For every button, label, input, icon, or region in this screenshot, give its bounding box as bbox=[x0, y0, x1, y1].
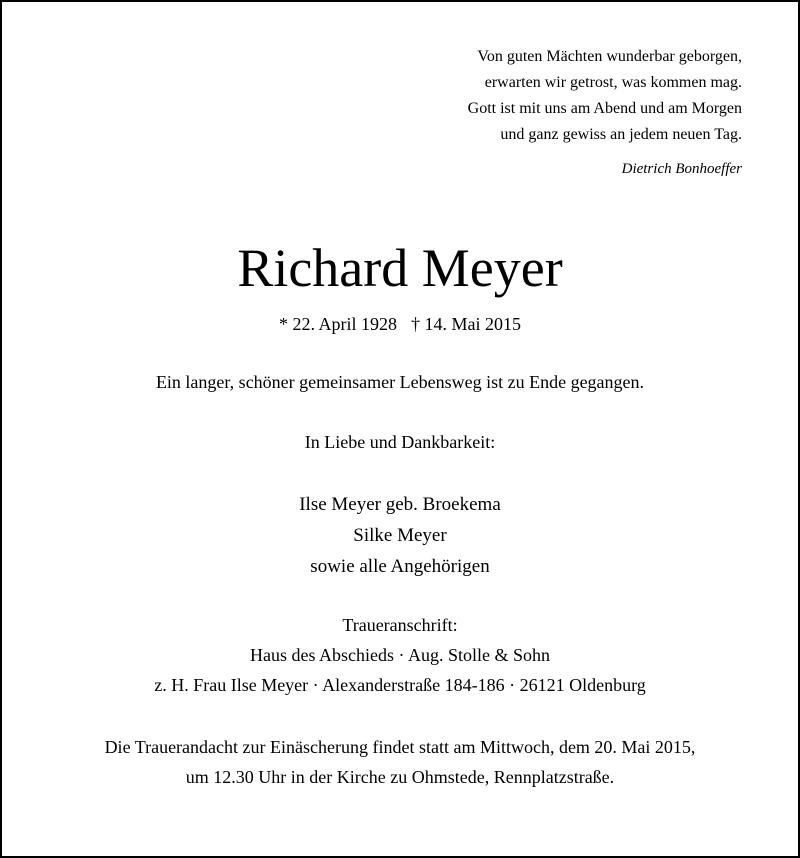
poem-line: Von guten Mächten wunderbar geborgen, bbox=[477, 48, 742, 65]
poem-line: Gott ist mit uns am Abend und am Morgen bbox=[467, 100, 742, 117]
service-line: um 12.30 Uhr in der Kirche zu Ohmstede, Rennplatzstraße. bbox=[185, 767, 615, 787]
mourner-name: Silke Meyer bbox=[353, 525, 447, 546]
service-info bbox=[0, 732, 800, 792]
farewell-sentence: Ein langer, schöner gemeinsamer Lebensweg ist zu Ende gegangen. bbox=[155, 372, 645, 392]
service-line: Die Trauerandacht zur Einäscherung findet statt am Mittwoch, dem 20. Mai 2015, bbox=[104, 737, 696, 757]
life-dates bbox=[0, 312, 800, 336]
death-date: † 14. Mai 2015 bbox=[411, 314, 521, 334]
birth-date: * 22. April 1928 bbox=[278, 314, 397, 334]
address-line: z. H. Frau Ilse Meyer · Alexanderstraße 184-186 · 26121 Oldenburg bbox=[154, 675, 646, 695]
poem-block bbox=[468, 44, 742, 182]
mourner-name: Ilse Meyer geb. Broekema bbox=[299, 494, 501, 515]
mourners-list bbox=[0, 489, 800, 582]
address-heading: Traueranschrift: bbox=[342, 615, 458, 635]
deceased-name: Richard Meyer bbox=[237, 238, 563, 298]
address-line: Haus des Abschieds · Aug. Stolle & Sohn bbox=[250, 645, 550, 665]
mourner-name: sowie alle Angehörigen bbox=[310, 556, 490, 577]
mourning-address bbox=[0, 610, 800, 700]
poem-author: Dietrich Bonhoeffer bbox=[621, 161, 742, 177]
thanks-line: In Liebe und Dankbarkeit: bbox=[304, 432, 496, 452]
poem-line: und ganz gewiss an jedem neuen Tag. bbox=[500, 126, 742, 143]
poem-line: erwarten wir getrost, was kommen mag. bbox=[484, 74, 742, 91]
